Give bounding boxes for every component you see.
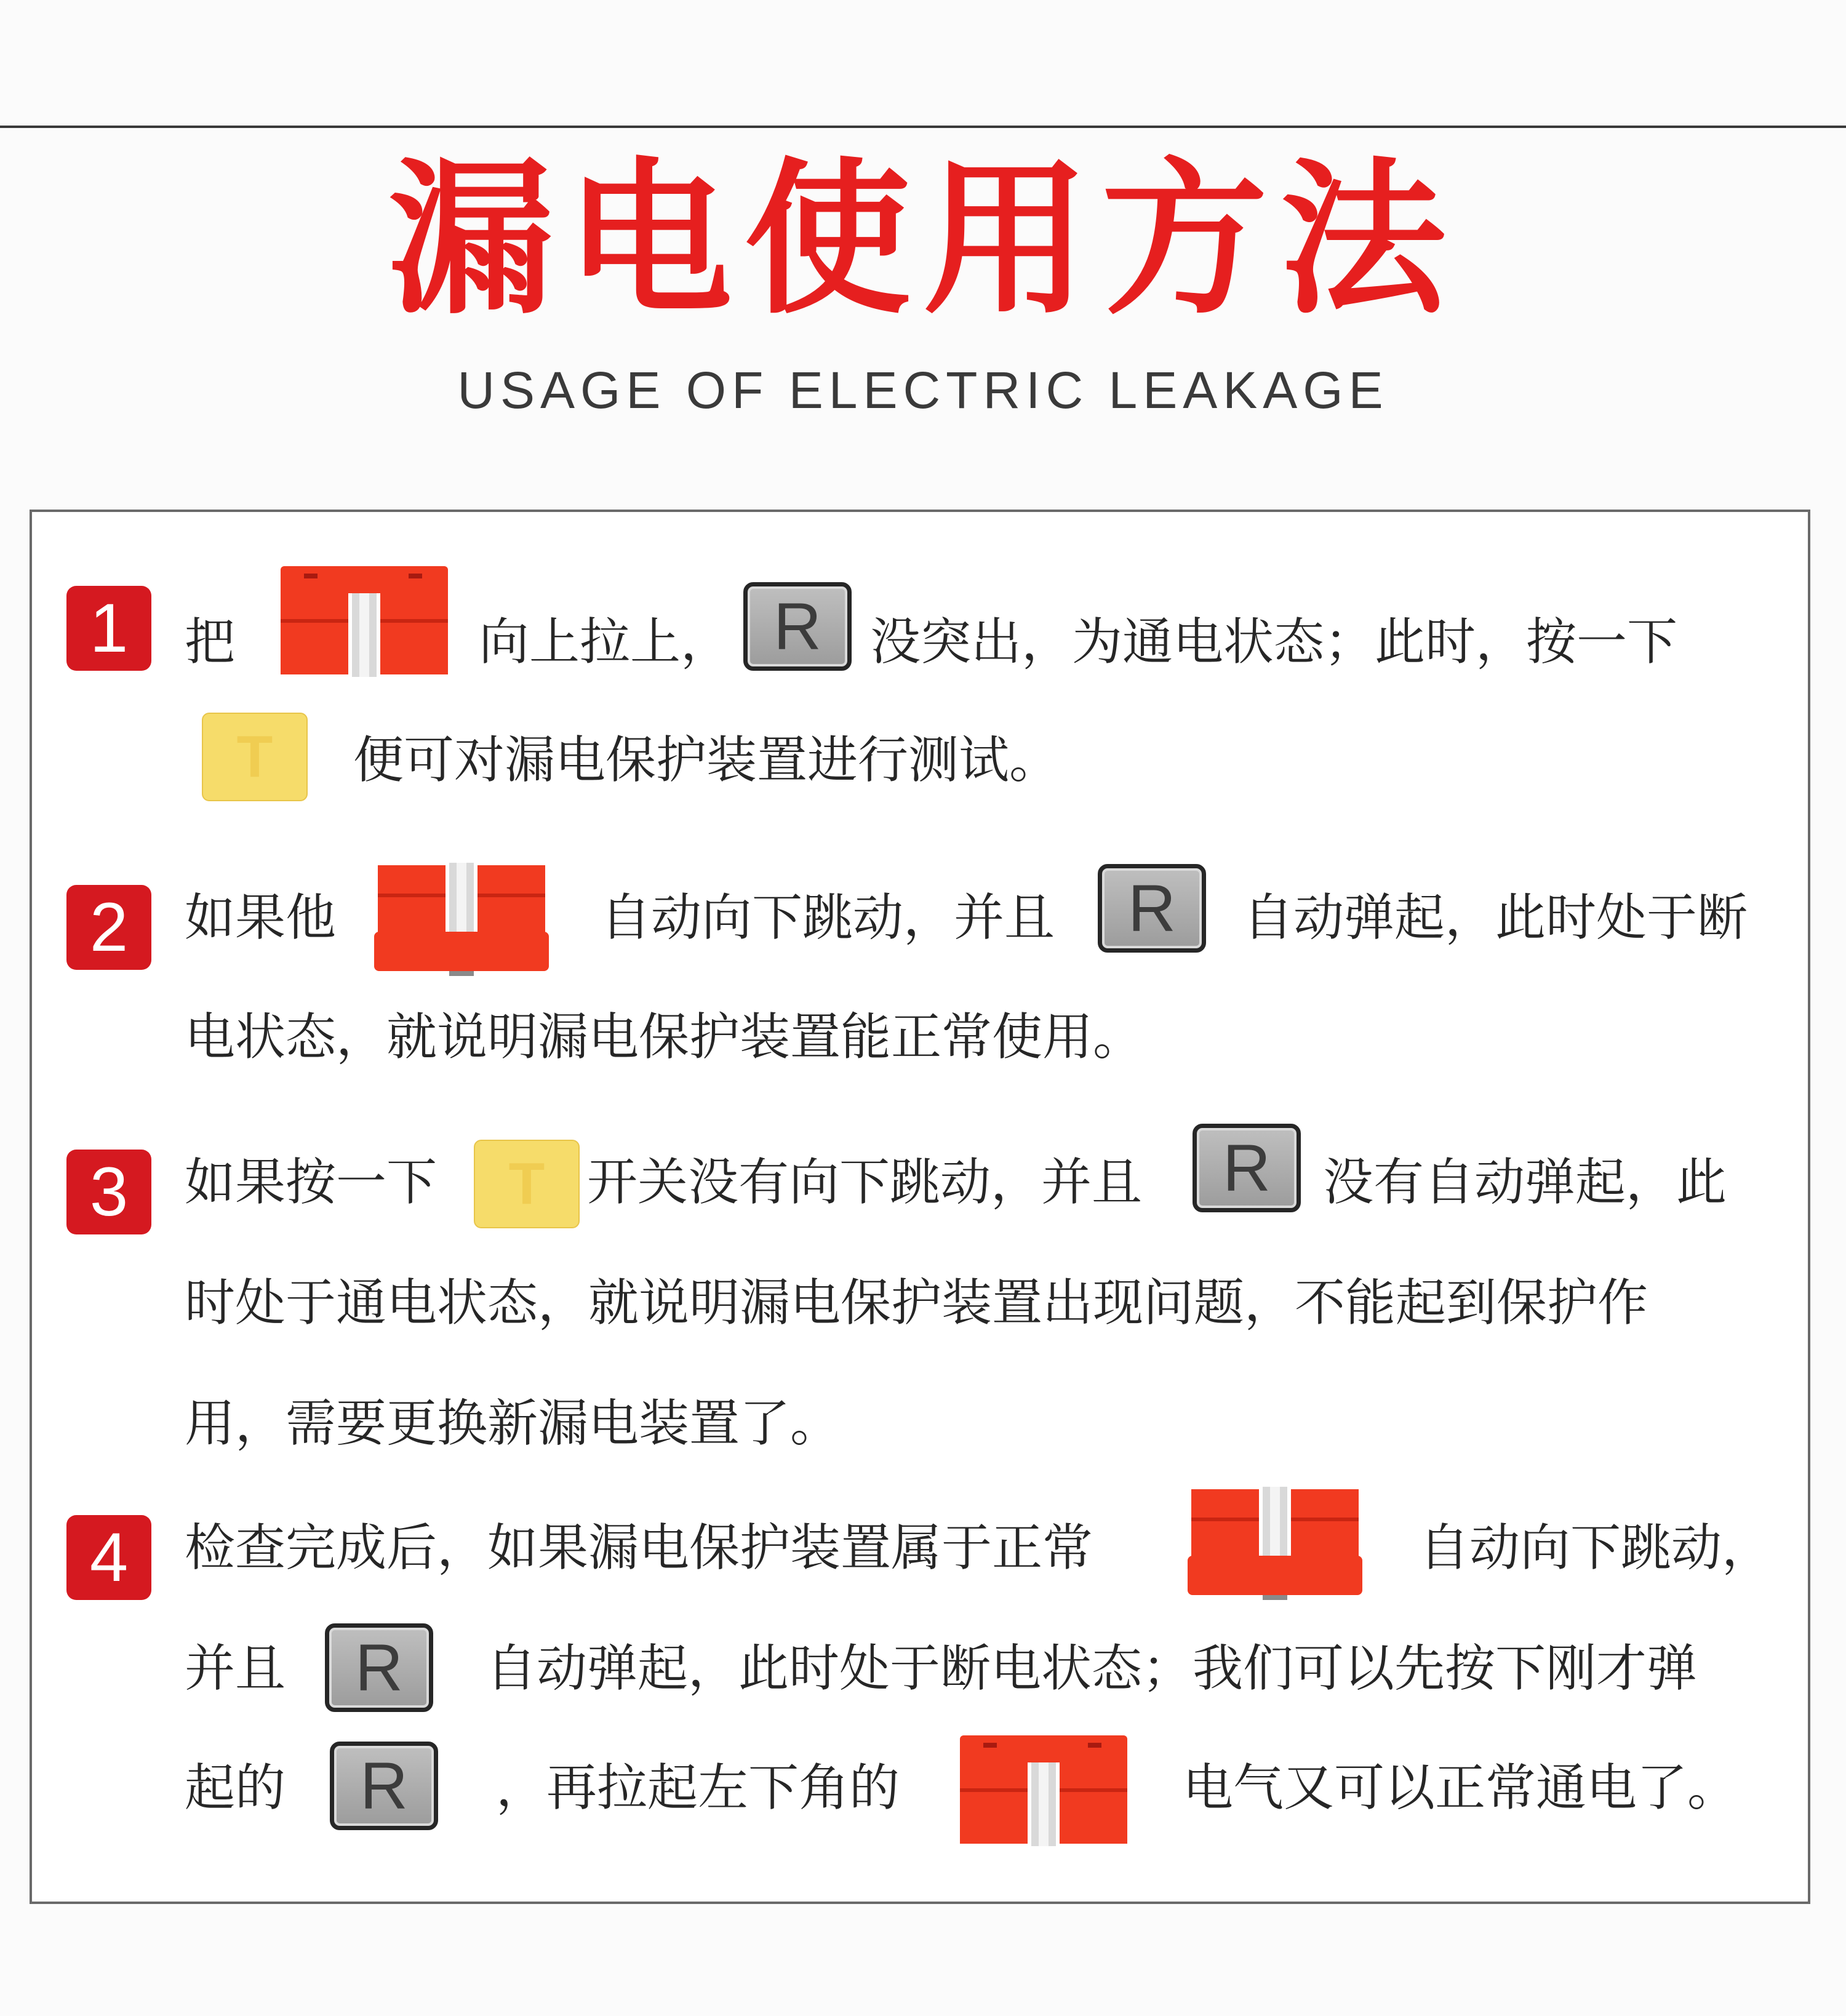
step-3-text-a: 如果按一下 [185,1153,438,1212]
step-4-text-b: 自动向下跳动， [1419,1519,1773,1577]
reset-button-icon: R [743,582,852,671]
reset-button-icon: R [1193,1124,1301,1212]
step-4-text-d: 自动弹起，此时处于断电状态；我们可以先按下刚才弹 [486,1639,1698,1698]
step-1-text-c: 没突出，为通电状态；此时，按一下 [870,613,1678,671]
step-3-text-e: 用，需要更换新漏电装置了。 [185,1394,841,1453]
test-button-icon: T [202,713,308,801]
step-1-text-d: 便可对漏电保护装置进行测试。 [353,731,1060,790]
step-1-text-a: 把 [185,613,236,671]
switch-up-icon [272,558,457,681]
step-2-text-a: 如果他 [185,889,337,947]
reset-button-icon: R [330,1742,438,1830]
step-4-text-f: ，再拉起左下角的 [496,1759,900,1817]
step-3-badge: 3 [66,1150,151,1234]
switch-down-icon [1183,1483,1367,1606]
reset-button-icon: R [1098,864,1206,953]
reset-button-icon: R [325,1623,433,1712]
step-3-text-b: 开关没有向下跳动，并且 [587,1153,1143,1212]
top-divider [0,126,1846,128]
step-1-text-b: 向上拉上， [479,613,732,671]
step-2-text-c: 自动弹起，此时处于断 [1243,889,1748,947]
step-2-text-d: 电状态，就说明漏电保护装置能正常使用。 [185,1008,1144,1066]
switch-up-icon [951,1727,1136,1850]
switch-down-icon [369,859,554,982]
step-4-badge: 4 [66,1515,151,1600]
step-4-text-g: 电气又可以正常通电了。 [1183,1759,1738,1817]
step-4-text-e: 起的 [185,1759,286,1817]
step-3-text-c: 没有自动弹起，此 [1323,1153,1727,1212]
step-2-text-b: 自动向下跳动，并且 [601,889,1055,947]
step-4-text-a: 检查完成后，如果漏电保护装置属于正常 [185,1519,1093,1577]
step-3-text-d: 时处于通电状态，就说明漏电保护装置出现问题，不能起到保护作 [185,1274,1648,1332]
step-2-badge: 2 [66,885,151,970]
page-title: 漏电使用方法 [388,143,1458,337]
step-1-badge: 1 [66,586,151,671]
test-button-icon: T [474,1140,580,1228]
step-4-text-c: 并且 [185,1639,286,1698]
page-subtitle: USAGE OF ELECTRIC LEAKAGE [457,361,1389,419]
